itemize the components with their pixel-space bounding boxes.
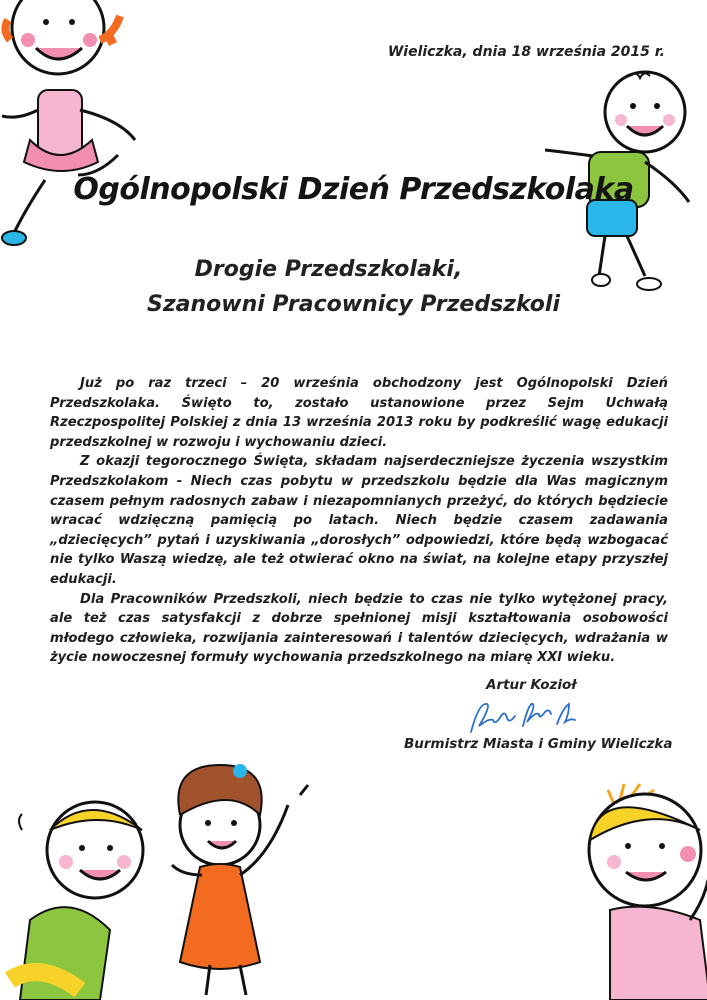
girl-bottom-right-illustration — [570, 780, 707, 1000]
greeting-line-2: Szanowni Pracownicy Przedszkoli — [146, 292, 561, 317]
signer-office: Burmistrz Miasta i Gminy Wieliczka — [404, 736, 673, 752]
greeting — [0, 252, 707, 322]
place-date: Wieliczka, dnia 18 września 2015 r. — [387, 44, 665, 60]
paragraph-3: Dla Pracowników Przedszkoli, niech będzie to czas nie tylko wytężonej pracy, ale też czas satysfakcji z dobrze spełnionej misji kształtowania osobowości młodego człowieka, rozwijania zainteresowań i talentów dziecięcych, wdrażania w życie nowoczesnej formuły wychowania przedszkolnego na miarę XXI wieku. — [50, 591, 668, 666]
signer-name: Artur Kozioł — [486, 677, 577, 693]
girl-bottom-center-illustration — [160, 755, 325, 1000]
girl-top-left-illustration — [0, 0, 140, 250]
handwritten-signature — [465, 696, 585, 738]
page-title: Ogólnopolski Dzień Przedszkolaka — [73, 172, 634, 207]
letter-body — [50, 374, 668, 668]
boy-bottom-left-illustration — [0, 790, 170, 1000]
paragraph-2: Z okazji tegorocznego Święta, składam najserdeczniejsze życzenia wszystkim Przedszkolakom - Niech czas pobytu w przedszkolu będzie dla Was magicznym czasem pełnym radosnych zabaw i niezapomnianych przeżyć, do których będziecie wracać wdzięczną pamięcią po latach. Niech będzie czasem zadawania „dziecięcych” pytań i uzyskiwania „dorosłych” odpowiedzi, które będą wzbogacać nie tylko Waszą wiedzę, ale też otwierać okno na świat, na kolejne etapy przyszłej edukacji. — [50, 454, 668, 587]
paragraph-1: Już po raz trzeci – 20 września obchodzony jest Ogólnopolski Dzień Przedszkolaka. Święto to, zostało ustanowione przez Sejm Uchwałą Rzeczpospolitej Polskiej z dnia 13 września 2013 roku by podkreślić wagę edukacji przedszkolnej w rozwoju i wychowaniu dzieci. — [50, 376, 668, 450]
greeting-line-1: Drogie Przedszkolaki, — [194, 257, 463, 282]
